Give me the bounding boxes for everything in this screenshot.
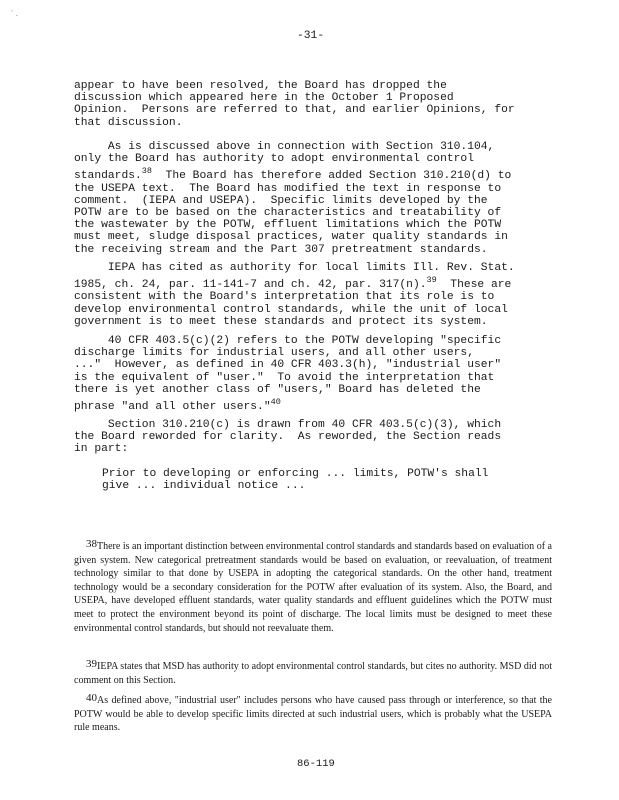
- text-line: comment. (IEPA and USEPA). Specific limits developed by the: [74, 194, 488, 207]
- text-line: discussion which appeared here in the October 1 Proposed: [74, 92, 454, 105]
- footnote-39: [74, 658, 552, 687]
- text-line: appear to have been resolved, the Board has dropped the: [74, 80, 447, 92]
- block-quote: [102, 468, 552, 492]
- footnote-ref-39: 39: [426, 275, 437, 286]
- footnote-40: [74, 692, 552, 735]
- footnote-number: 40: [86, 692, 97, 704]
- text-segment: 1985, ch. 24, par. 11-141-7 and ch. 42, par. 317(n).: [74, 279, 427, 292]
- text-segment: phrase "and all other users.": [74, 401, 271, 414]
- text-line: only the Board has authority to adopt environmental control: [74, 153, 474, 166]
- text-line: [74, 396, 554, 413]
- text-line: the receiving stream and the Part 307 pretreatment standards.: [74, 243, 488, 256]
- text-line: [74, 165, 554, 182]
- text-line: Opinion. Persons are referred to that, and earlier Opinions, for: [74, 104, 515, 117]
- footnote-ref-38: 38: [141, 166, 152, 177]
- margin-mark: ´ .: [10, 10, 18, 18]
- text-line: develop environmental control standards, while the unit of local: [74, 303, 508, 316]
- page-footer: 86-119: [297, 758, 335, 770]
- text-line: the wastewater by the POTW, effluent limitations which the POTW: [74, 219, 502, 232]
- paragraph-5: [74, 419, 554, 456]
- text-line: Prior to developing or enforcing ... limits, POTW's shall: [102, 468, 489, 480]
- page-number: -31-: [297, 30, 325, 42]
- text-line: give ... individual notice ...: [102, 480, 306, 493]
- text-segment: These are: [436, 279, 512, 292]
- text-line: must meet, sludge disposal practices, water quality standards in: [74, 231, 508, 244]
- text-line: POTW are to be based on the characteristics and treatability of: [74, 207, 502, 220]
- text-line: government is to meet these standards and protect its system.: [74, 315, 488, 328]
- text-line: there is yet another class of "users," Board has deleted the: [74, 383, 481, 396]
- text-line: As is discussed above in connection with Section 310.104,: [74, 141, 495, 153]
- text-line: that discussion.: [74, 116, 183, 129]
- footnote-38: [74, 538, 552, 635]
- footnote-number: 38: [86, 538, 97, 550]
- text-line: ..." However, as defined in 40 CFR 403.3(h), "industrial user": [74, 359, 502, 372]
- footnote-ref-40: 40: [270, 397, 281, 408]
- footnote-number: 39: [86, 658, 97, 670]
- paragraph-3: [74, 262, 554, 328]
- text-line: the USEPA text. The Board has modified the text in response to: [74, 182, 502, 195]
- text-line: is the equivalent of "user." To avoid the interpretation that: [74, 371, 495, 384]
- paragraph-1: [74, 80, 554, 129]
- text-line: Section 310.210(c) is drawn from 40 CFR 403.5(c)(3), which: [74, 419, 502, 431]
- footnote-text: There is an important distinction between environmental control standards and standards based on evaluation of a given system. New categorical pretreatment standards would be based on evaluation, or reevaluation, of treatment technology similar to that done by USEPA in adopting the categorical standards. On the other hand, treatment technology would be a secondary consideration for the POTW after evaluation of its system. Also, the Board, and USEPA, have developed effluent standards, water quality standards and effluent guidelines which the POTW must meet to protect the environment beyond its point of discharge. The local limits must be designed to meet these environmental control standards, but should not reevaluate them.: [74, 541, 552, 634]
- text-segment: standards.: [74, 170, 142, 183]
- paragraph-2: [74, 141, 554, 256]
- text-line: the Board reworded for clarity. As reworded, the Section reads: [74, 431, 502, 444]
- text-segment: The Board has therefore added Section 310.210(d) to: [152, 170, 512, 183]
- text-line: consistent with the Board's interpretation that its role is to: [74, 291, 495, 304]
- text-line: IEPA has cited as authority for local limits Ill. Rev. Stat.: [74, 262, 515, 274]
- footnote-text: As defined above, "industrial user" includes persons who have caused pass through or interference, so that the POTW would be able to develop specific limits directed at such industrial users, which is probably what the USEPA rule means.: [74, 695, 552, 734]
- text-line: discharge limits for industrial users, and all other users,: [74, 347, 474, 360]
- footnote-text: IEPA states that MSD has authority to adopt environmental control standards, but cites no authority. MSD did not comment on this Section.: [74, 661, 552, 686]
- text-line: [74, 274, 554, 291]
- text-line: 40 CFR 403.5(c)(2) refers to the POTW developing "specific: [74, 335, 502, 347]
- text-line: in part:: [74, 443, 129, 456]
- paragraph-4: [74, 335, 554, 413]
